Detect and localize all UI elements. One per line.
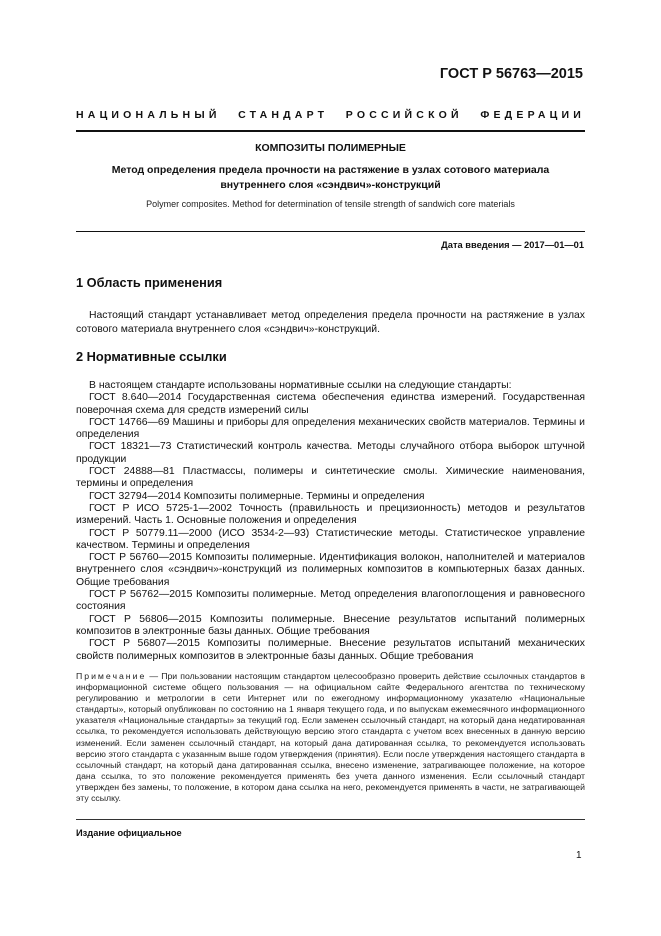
official-edition-label: Издание официальное — [76, 828, 182, 838]
reference-item: ГОСТ Р ИСО 5725-1—2002 Точность (правильность и прецизионность) методов и результатов измерений. Часть 1. Основные положения и определения — [76, 502, 585, 527]
references-intro: В настоящем стандарте использованы нормативные ссылки на следующие стандарты: — [89, 380, 512, 391]
document-code: ГОСТ Р 56763—2015 — [439, 66, 583, 82]
reference-item: ГОСТ Р 56807—2015 Композиты полимерные. Внесение результатов испытаний механических свойств полимерных композитов в электронные базы данных. Общие требования — [76, 638, 585, 662]
header-divider — [76, 130, 585, 132]
note-paragraph — [76, 671, 585, 804]
reference-item: ГОСТ 18321—73 Статистический контроль качества. Методы случайного отбора выборок штучной продукции — [76, 441, 585, 465]
subtitle-line-2: внутреннего слоя «сэндвич»-конструкций — [220, 179, 441, 191]
page-number: 1 — [576, 850, 582, 861]
title-divider — [76, 231, 585, 232]
note-text: — При пользовании настоящим стандартом целесообразно проверить действие ссылочных стандартов в информационной системе общего пользования — на официальном сайте Федерального агентства по техническому регулированию и метрологии в сети Интернет или по ежегодному информационному указателю «Национальные стандарты», который опубликован по состоянию на 1 января текущего года, и по выпускам ежемесячного информационного указателя «Национальные стандарты» за текущий год. Если заменен ссылочный стандарт, на который дана недатированная ссылка, то рекомендуется использовать действующую версию этого стандарта с учетом всех внесенных в данную версию изменений. Если заменен ссылочный стандарт, на который дана датированная ссылка, то рекомендуется использовать версию этого стандарта с указанным выше годом утверждения (принятия). Если после утверждения настоящего стандарта в ссылочный стандарт, на который дана датированная ссылка, внесено изменение, затрагивающее положение, на которое дана ссылка, то это положение рекомендуется применять без учета данного изменения. Если ссылочный стандарт утвержден без замены, то положение, в котором дана ссылка на него, рекомендуется применять в части, не затрагивающей эту ссылку. — [76, 671, 585, 804]
document-title: КОМПОЗИТЫ ПОЛИМЕРНЫЕ — [255, 142, 406, 154]
reference-item: ГОСТ Р 56806—2015 Композиты полимерные. Внесение результатов испытаний полимерных композитов в электронные базы данных. Общие требования — [76, 613, 585, 637]
reference-item: ГОСТ Р 50779.11—2000 (ИСО 3534-2—93) Статистические методы. Статистическое управление качеством. Термины и определения — [76, 527, 585, 551]
reference-item: ГОСТ 32794—2014 Композиты полимерные. Термины и определения — [89, 490, 425, 502]
references-note — [76, 671, 585, 804]
section-1-heading: 1 Область применения — [76, 275, 223, 290]
english-title: Polymer composites. Method for determination of tensile strength of sandwich core materials — [146, 199, 515, 209]
national-standard-banner: НАЦИОНАЛЬНЫЙ СТАНДАРТ РОССИЙСКОЙ ФЕДЕРАЦИИ — [76, 109, 585, 121]
section-2-heading: 2 Нормативные ссылки — [76, 349, 227, 364]
reference-item: ГОСТ 8.640—2014 Государственная система обеспечения единства измерений. Государственная поверочная схема для средств измерений силы — [76, 392, 585, 416]
note-label: Примечание — [76, 671, 147, 681]
document-subtitle — [76, 163, 585, 193]
subtitle-line-1: Метод определения предела прочности на растяжение в узлах сотового материала — [111, 164, 550, 176]
reference-item: ГОСТ 14766—69 Машины и приборы для определения механических свойств материалов. Термины и определения — [76, 416, 585, 441]
reference-item: ГОСТ Р 56760—2015 Композиты полимерные. Идентификация волокон, наполнителей и материалов внутреннего слоя «сэндвич»-конструкций из полимерных композитов в компьютерных базах данных. Общие требования — [76, 552, 585, 588]
normative-references-list — [76, 380, 585, 663]
reference-item: ГОСТ 24888—81 Пластмассы, полимеры и синтетические смолы. Химические наименования, термины и определения — [76, 466, 585, 490]
effective-date: Дата введения — 2017—01—01 — [441, 240, 584, 250]
reference-item: ГОСТ Р 56762—2015 Композиты полимерные. Метод определения влагопоглощения и равновесного состояния — [76, 589, 585, 613]
section-1-body — [76, 309, 585, 336]
footer-divider — [76, 819, 585, 820]
section-1-text: Настоящий стандарт устанавливает метод определения предела прочности на растяжение в узлах сотового материала внутреннего слоя «сэндвич»-конструкций. — [76, 310, 585, 335]
